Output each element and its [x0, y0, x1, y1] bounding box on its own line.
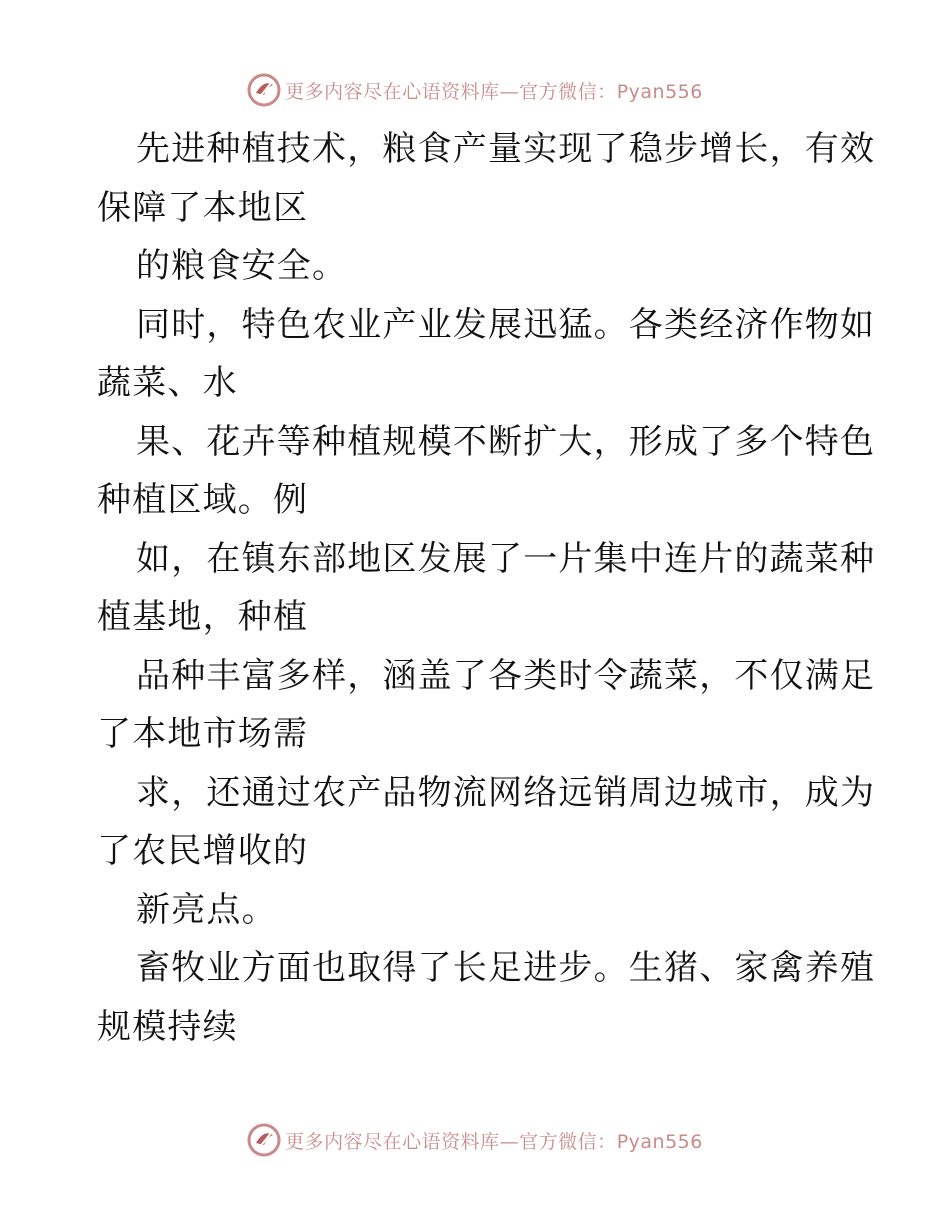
- watermark-brand: Pyan556: [616, 80, 703, 103]
- text-line: 先进种植技术，粮食产量实现了稳步增长，有效: [136, 129, 876, 169]
- text-line: 果、花卉等种植规模不断扩大，形成了多个特色: [136, 421, 876, 462]
- text-line: 如，在镇东部地区发展了一片集中连片的蔬菜种: [136, 538, 876, 579]
- watermark-brand: Pyan556: [616, 1130, 703, 1153]
- text-line: 蔬菜、水: [97, 363, 238, 403]
- watermark-text: 更多内容尽在心语资料库—官方微信：Pyan556: [285, 1130, 703, 1153]
- document-body: [97, 120, 876, 1056]
- text-line: 了本地市场需: [97, 714, 309, 754]
- header-watermark: [0, 70, 950, 110]
- text-line: 新亮点。: [136, 889, 277, 930]
- text-line: 同时，特色农业产业发展迅猛。各类经济作物如: [136, 304, 876, 345]
- text-line: 保障了本地区: [97, 187, 309, 228]
- logo-icon: [247, 1123, 281, 1157]
- text-line: 规模持续: [97, 1006, 238, 1047]
- text-line: 植基地，种植: [97, 597, 309, 637]
- watermark-text: 更多内容尽在心语资料库—官方微信：Pyan556: [285, 80, 703, 103]
- footer-watermark: [0, 1120, 950, 1160]
- text-line: 了农民增收的: [97, 831, 309, 871]
- text-line: 求，还通过农产品物流网络远销周边城市，成为: [136, 772, 876, 813]
- text-line: 品种丰富多样，涵盖了各类时令蔬菜，不仅满足: [136, 655, 876, 696]
- text-line: 的粮食安全。: [136, 246, 348, 286]
- text-line: 种植区域。例: [97, 480, 309, 520]
- text-line: 畜牧业方面也取得了长足进步。生猪、家禽养殖: [136, 948, 876, 988]
- logo-icon: [247, 73, 281, 107]
